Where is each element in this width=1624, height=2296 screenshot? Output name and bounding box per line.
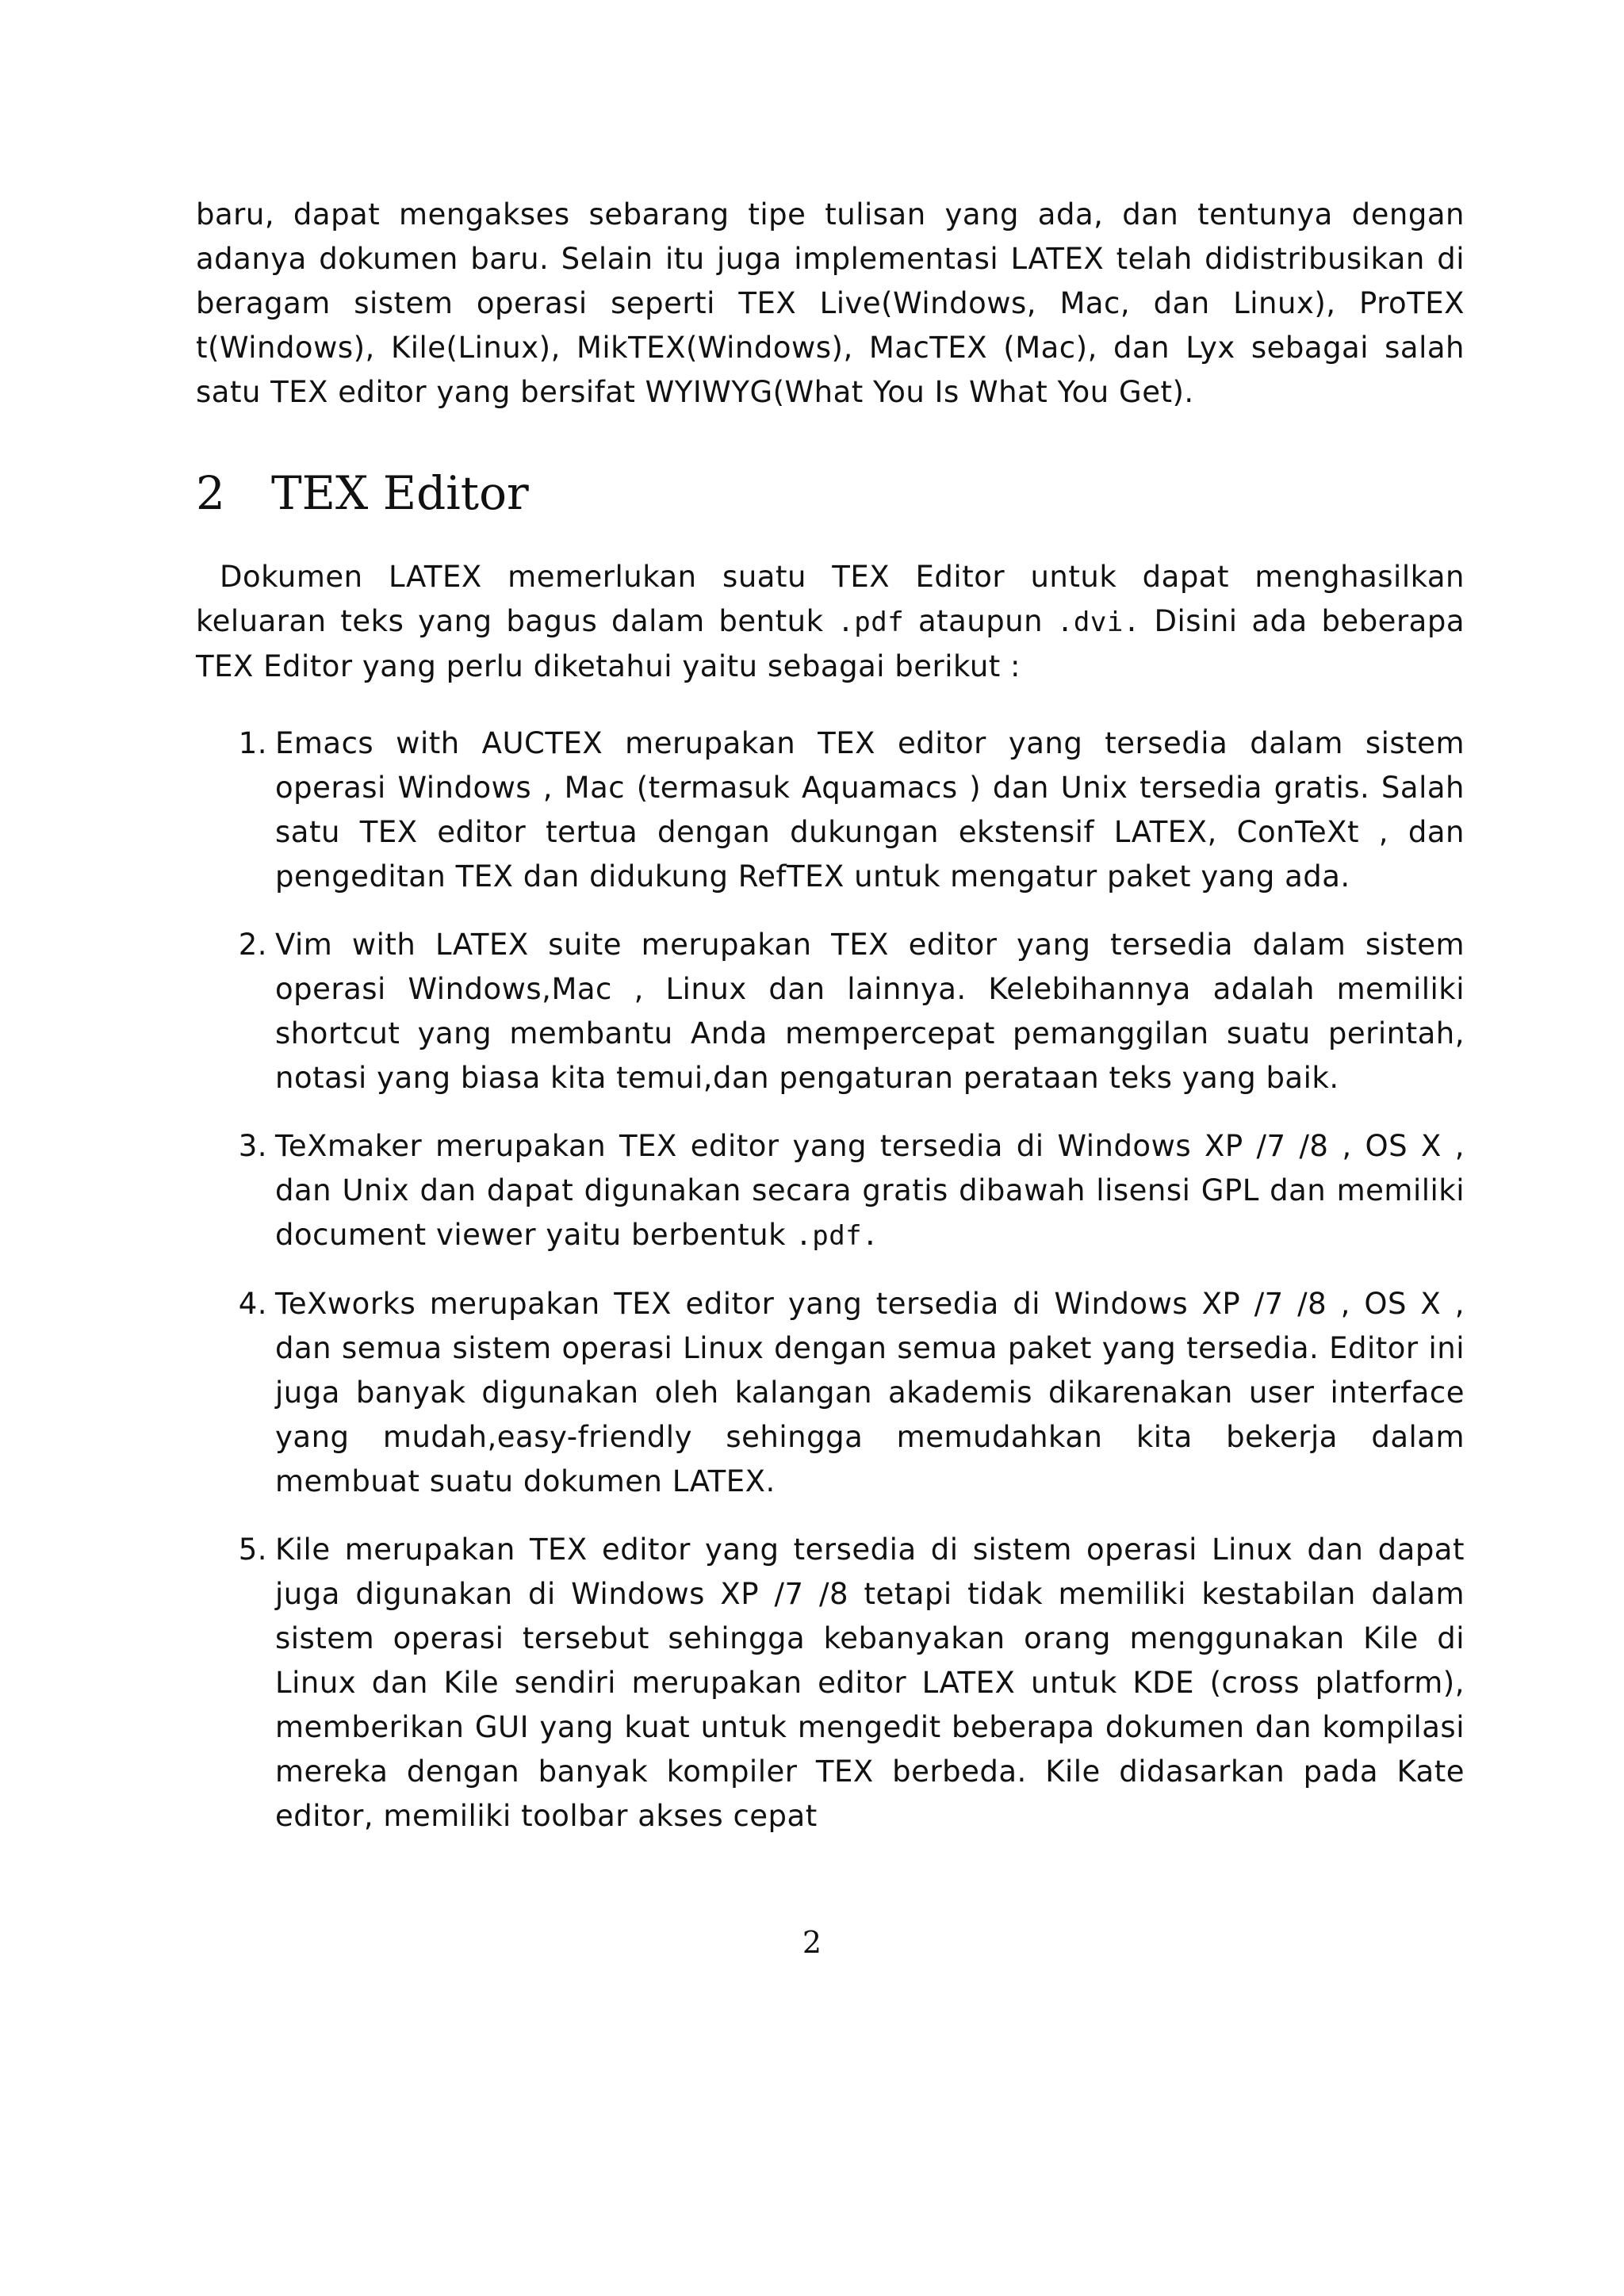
list-item-number: 5. bbox=[238, 1533, 267, 1567]
list-item bbox=[196, 1282, 1465, 1504]
page-number: 2 bbox=[802, 1925, 822, 1960]
section-para-text-2: ataupun bbox=[917, 604, 1044, 638]
list-item-number: 3. bbox=[238, 1129, 267, 1163]
list-item bbox=[196, 1124, 1465, 1258]
editor-list bbox=[196, 721, 1465, 1862]
list-item-text: Kile merupakan TEX editor yang tersedia di sistem operasi Linux dan dapat juga digunakan di Windows XP /7 /8 tetapi tidak memiliki kestabilan dalam sistem operasi tersebut sehingga kebanyakan orang menggunakan Kile di Linux dan Kile sendiri merupakan editor LATEX untuk KDE (cross platform), memberikan GUI yang kuat untuk mengedit beberapa dokumen dan kompilasi mereka dengan banyak kompiler TEX berbeda. Kile didasarkan pada Kate editor, memiliki toolbar akses cepat bbox=[275, 1533, 1465, 1833]
list-item bbox=[196, 1528, 1465, 1839]
list-item-text: TeXworks merupakan TEX editor yang tersedia di Windows XP /7 /8 , OS X , dan semua sistem operasi Linux dengan semua paket yang tersedia. Editor ini juga banyak digunakan oleh kalangan akademis dikarenakan user interface yang mudah,easy-friendly sehingga memudahkan kita bekerja dalam membuat suatu dokumen LATEX. bbox=[275, 1287, 1465, 1498]
list-item bbox=[196, 923, 1465, 1100]
section-para-text-3: Disini ada beberapa TEX Editor yang perlu diketahui yaitu sebagai berikut : bbox=[196, 604, 1465, 683]
list-item bbox=[196, 721, 1465, 899]
pdf-extension: .pdf bbox=[837, 607, 905, 638]
list-item-text: TeXmaker merupakan TEX editor yang tersedia di Windows XP /7 /8 , OS X , dan Unix dan dapat digunakan secara gratis dibawah lisensi GPL dan memiliki document viewer yaitu berbentuk bbox=[275, 1129, 1465, 1252]
list-item-number: 1. bbox=[238, 726, 267, 760]
section-intro-paragraph bbox=[196, 555, 1465, 689]
list-item-body bbox=[275, 1124, 1465, 1258]
pdf-extension: .pdf. bbox=[795, 1220, 879, 1252]
section-number: 2 bbox=[196, 466, 225, 520]
section-heading bbox=[196, 466, 529, 520]
intro-paragraph: baru, dapat mengakses sebarang tipe tulisan yang ada, dan tentunya dengan adanya dokumen baru. Selain itu juga implementasi LATEX telah didistribusikan di beragam sistem operasi seperti TEX Live(Windows, Mac, dan Linux), ProTEX t(Windows), Kile(Linux), MikTEX(Windows), MacTEX (Mac), dan Lyx sebagai salah satu TEX editor yang bersifat WYIWYG(What You Is What You Get). bbox=[196, 197, 1465, 409]
dvi-extension: .dvi. bbox=[1056, 607, 1140, 638]
list-item-number: 2. bbox=[238, 928, 267, 962]
list-item-text: Emacs with AUCTEX merupakan TEX editor yang tersedia dalam sistem operasi Windows , Mac (termasuk Aquamacs ) dan Unix tersedia gratis. Salah satu TEX editor tertua dengan dukungan ekstensif LATEX, ConTeXt , dan pengeditan TEX dan didukung RefTEX untuk mengatur paket yang ada. bbox=[275, 726, 1465, 894]
list-item-number: 4. bbox=[238, 1287, 267, 1321]
list-item-text: Vim with LATEX suite merupakan TEX editor yang tersedia dalam sistem operasi Windows,Mac , Linux dan lainnya. Kelebihannya adalah memiliki shortcut yang membantu Anda mempercepat pemanggilan suatu perintah, notasi yang biasa kita temui,dan pengaturan perataan teks yang baik. bbox=[275, 928, 1465, 1095]
section-para-text-1: Dokumen LATEX memerlukan suatu TEX Editor untuk dapat menghasilkan keluaran teks yang bagus dalam bentuk bbox=[196, 560, 1465, 638]
section-title: TEX Editor bbox=[271, 466, 529, 520]
